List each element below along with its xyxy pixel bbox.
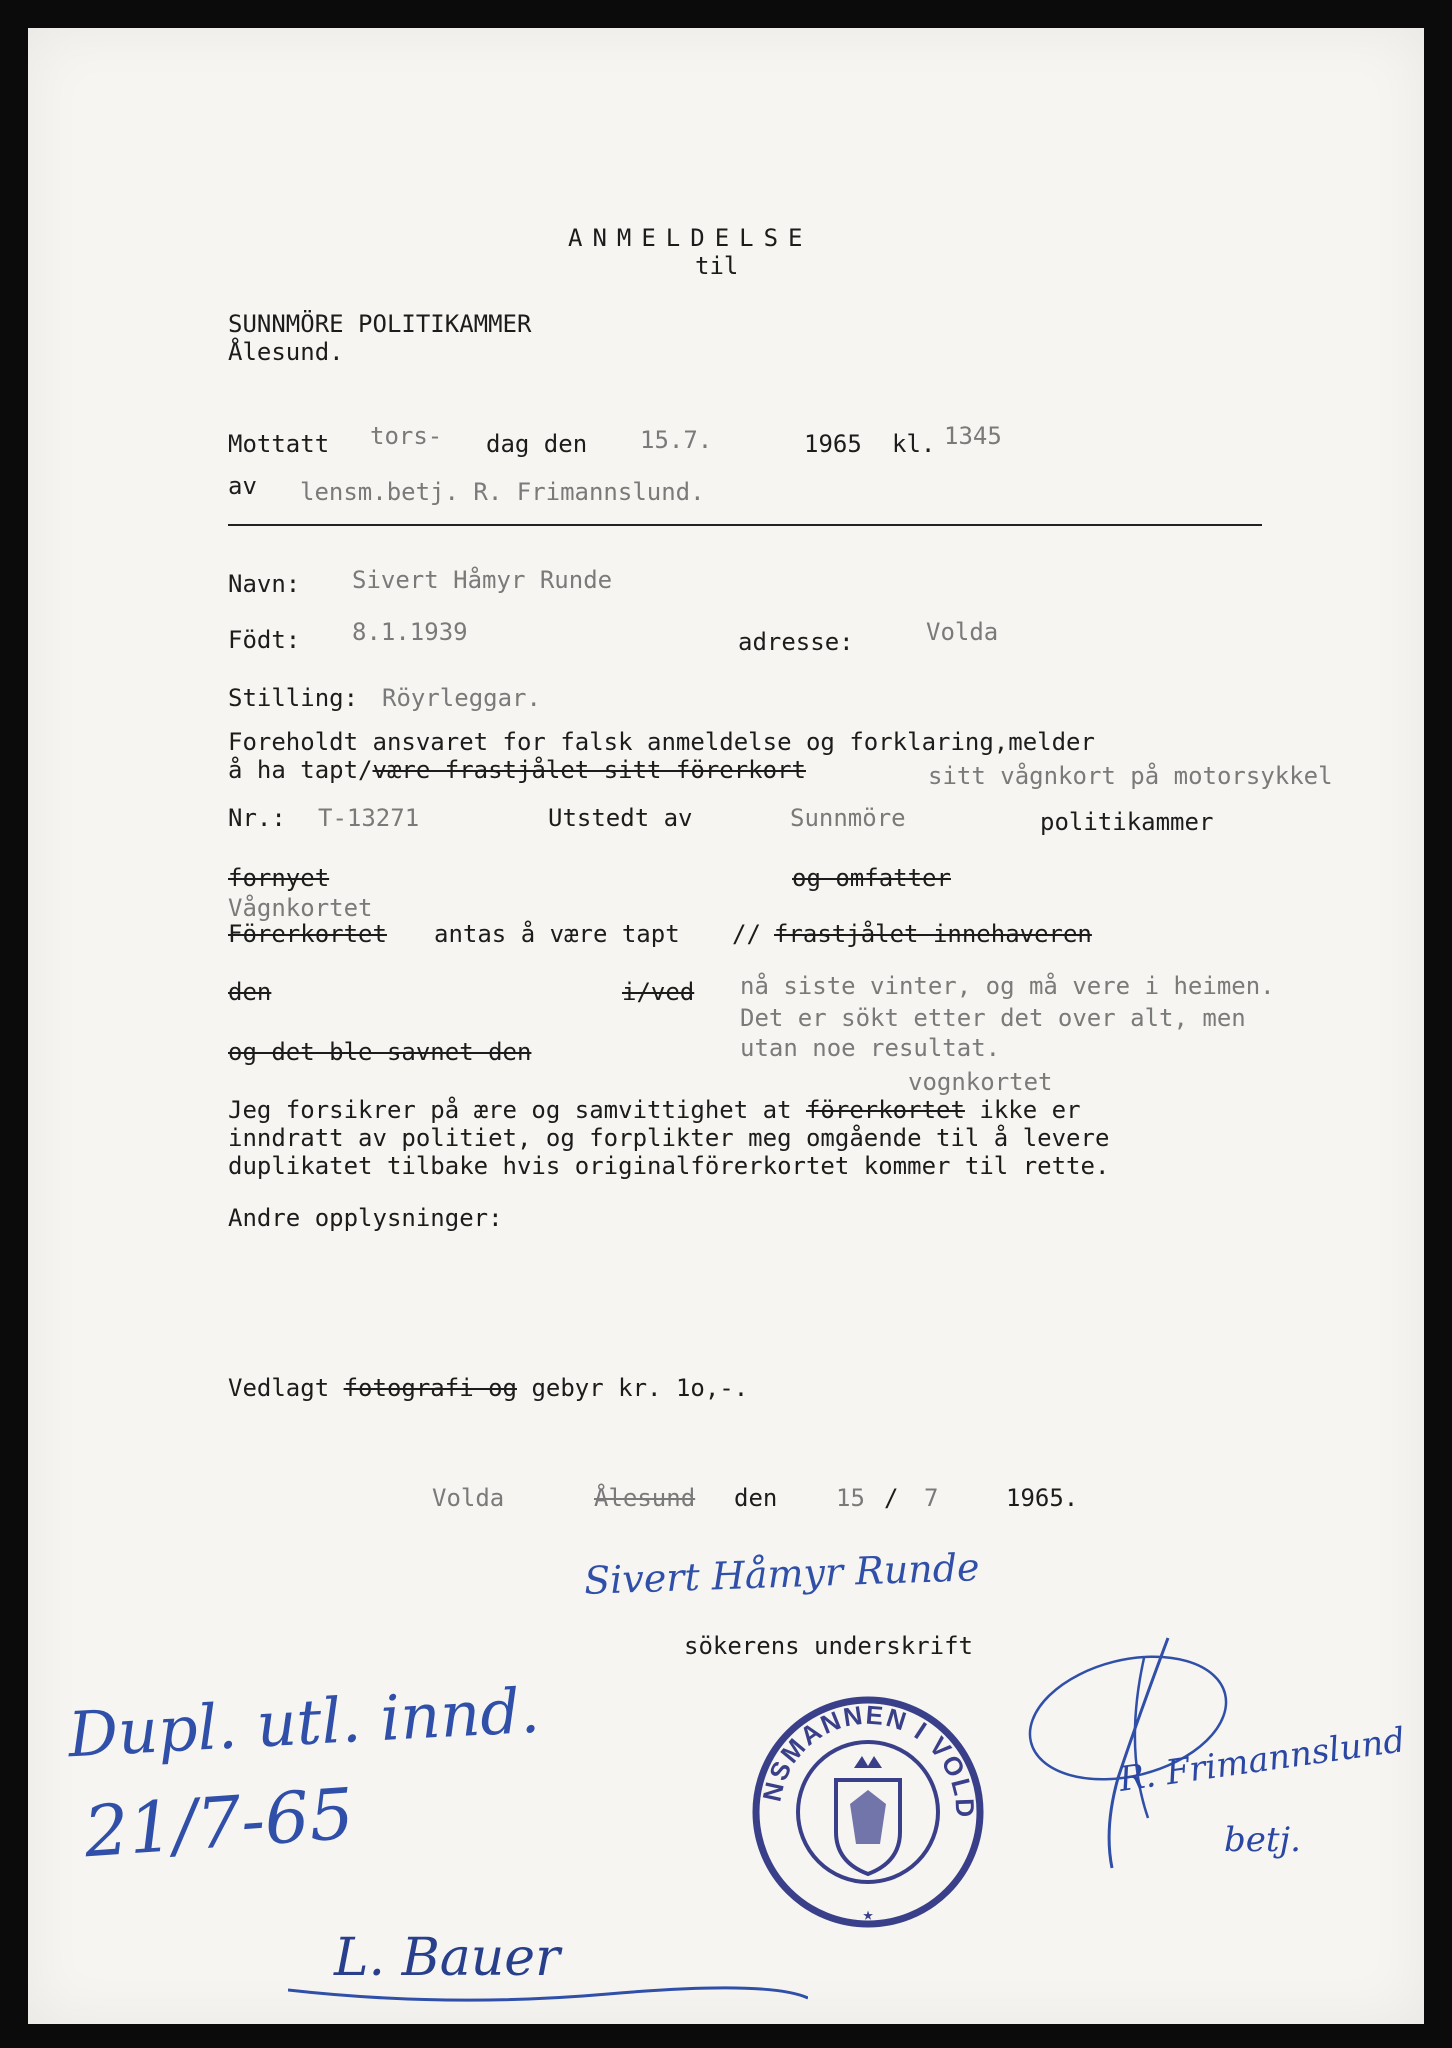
label-kl: kl.	[892, 430, 936, 458]
struck-place: Ålesund	[594, 1484, 696, 1512]
recipient-line2: Ålesund.	[228, 338, 344, 366]
license-number: T-13271	[318, 804, 420, 832]
place: Volda	[432, 1484, 505, 1512]
date-month: 7	[924, 1484, 939, 1512]
recipient-line1: SUNNMÖRE POLITIKAMMER	[228, 310, 532, 338]
antas-tapt: antas å være tapt	[434, 920, 680, 948]
person-address: Volda	[926, 618, 999, 646]
other-info-label: Andre opplysninger:	[228, 1204, 503, 1232]
statement-lost-label: å ha tapt/	[228, 756, 373, 784]
assurance-line1	[228, 1096, 1081, 1124]
attachments-fee: gebyr kr. 1o,-.	[531, 1374, 749, 1402]
document-page	[28, 28, 1424, 2024]
label-fodt: Födt:	[228, 626, 301, 654]
label-utstedt-av: Utstedt av	[548, 804, 693, 832]
handwriting-underline	[288, 1978, 808, 2008]
assurance-line2: inndratt av politiet, og forplikter meg omgående til å levere	[228, 1124, 1110, 1152]
assurance-line3: duplikatet tilbake hvis originalförerkortet kommer til rette.	[228, 1152, 1110, 1180]
received-date: 15.7.	[640, 426, 713, 454]
svg-text:★: ★	[862, 1904, 874, 1925]
received-year: 1965	[804, 430, 862, 458]
ived-struck: i/ved	[622, 978, 695, 1006]
person-born: 8.1.1939	[352, 618, 468, 646]
officer-title: betj.	[1224, 1820, 1301, 1860]
document-title: ANMELDELSE	[568, 224, 813, 252]
fornyet-struck: fornyet	[228, 864, 330, 892]
vagnkortet-label: Vågnkortet	[228, 894, 373, 922]
date-day: 15	[836, 1484, 865, 1512]
attachments-line	[228, 1374, 748, 1402]
vognkortet-inserted: vognkortet	[908, 1068, 1053, 1096]
official-stamp	[750, 1694, 986, 1930]
date-year: 1965.	[1006, 1484, 1079, 1512]
statement-line2	[228, 756, 806, 784]
statement-struck-text: være frastjålet sitt förerkort	[372, 756, 806, 784]
details-line2: Det er sökt etter det over alt, men	[740, 1004, 1246, 1032]
officer-signature: R. Frimannslund	[1116, 1720, 1408, 1800]
details-line3: utan noe resultat.	[740, 1034, 1001, 1062]
attachments-label: Vedlagt	[228, 1374, 330, 1402]
stamp-graphic	[750, 1694, 986, 1930]
assurance-struck: förerkortet	[805, 1096, 965, 1124]
header-divider	[228, 524, 1262, 526]
person-occupation: Röyrleggar.	[382, 684, 541, 712]
label-mottatt: Mottatt	[228, 430, 330, 458]
applicant-signature: Sivert Håmyr Runde	[583, 1545, 981, 1603]
assurance-line1-b: ikke er	[979, 1096, 1081, 1124]
handwritten-note-line1: Dupl. utl. innd.	[66, 1673, 542, 1772]
date-slash: /	[884, 1484, 899, 1512]
received-day: tors-	[370, 422, 443, 450]
label-den: den	[734, 1484, 778, 1512]
details-line1: nå siste vinter, og må vere i heimen.	[740, 972, 1275, 1000]
slash-marks: //	[732, 920, 761, 948]
den-struck: den	[228, 978, 272, 1006]
handwritten-note-date: 21/7-65	[81, 1772, 357, 1874]
label-politikammer: politikammer	[1040, 808, 1214, 836]
handwritten-initials: L. Bauer	[334, 1928, 560, 1988]
label-stilling: Stilling:	[228, 684, 359, 712]
frastjalet-struck: frastjålet innehaveren	[774, 920, 1092, 948]
statement-filled-item: sitt vågnkort på motorsykkel	[928, 762, 1333, 790]
label-adresse: adresse:	[738, 628, 854, 656]
assurance-line1-a: Jeg forsikrer på ære og samvittighet at	[228, 1096, 792, 1124]
stamp-text: NSMANNEN I VOLD	[756, 1699, 981, 1820]
omfatter-struck: og omfatter	[792, 864, 951, 892]
signature-label: sökerens underskrift	[684, 1632, 973, 1660]
label-dag-den: dag den	[486, 430, 588, 458]
license-issuer: Sunnmöre	[790, 804, 906, 832]
received-time: 1345	[944, 422, 1002, 450]
person-name: Sivert Håmyr Runde	[352, 566, 613, 594]
forerkortet-struck: Förerkortet	[228, 920, 387, 948]
label-nr: Nr.:	[228, 804, 286, 832]
label-av: av	[228, 472, 257, 500]
label-navn: Navn:	[228, 570, 301, 598]
received-by: lensm.betj. R. Frimannslund.	[300, 478, 705, 506]
document-subtitle: til	[695, 252, 739, 280]
savnet-struck: og det ble savnet den	[228, 1038, 532, 1066]
statement-line1: Foreholdt ansvaret for falsk anmeldelse og forklaring,melder	[228, 728, 1095, 756]
attachments-struck: fotografi og	[343, 1374, 517, 1402]
